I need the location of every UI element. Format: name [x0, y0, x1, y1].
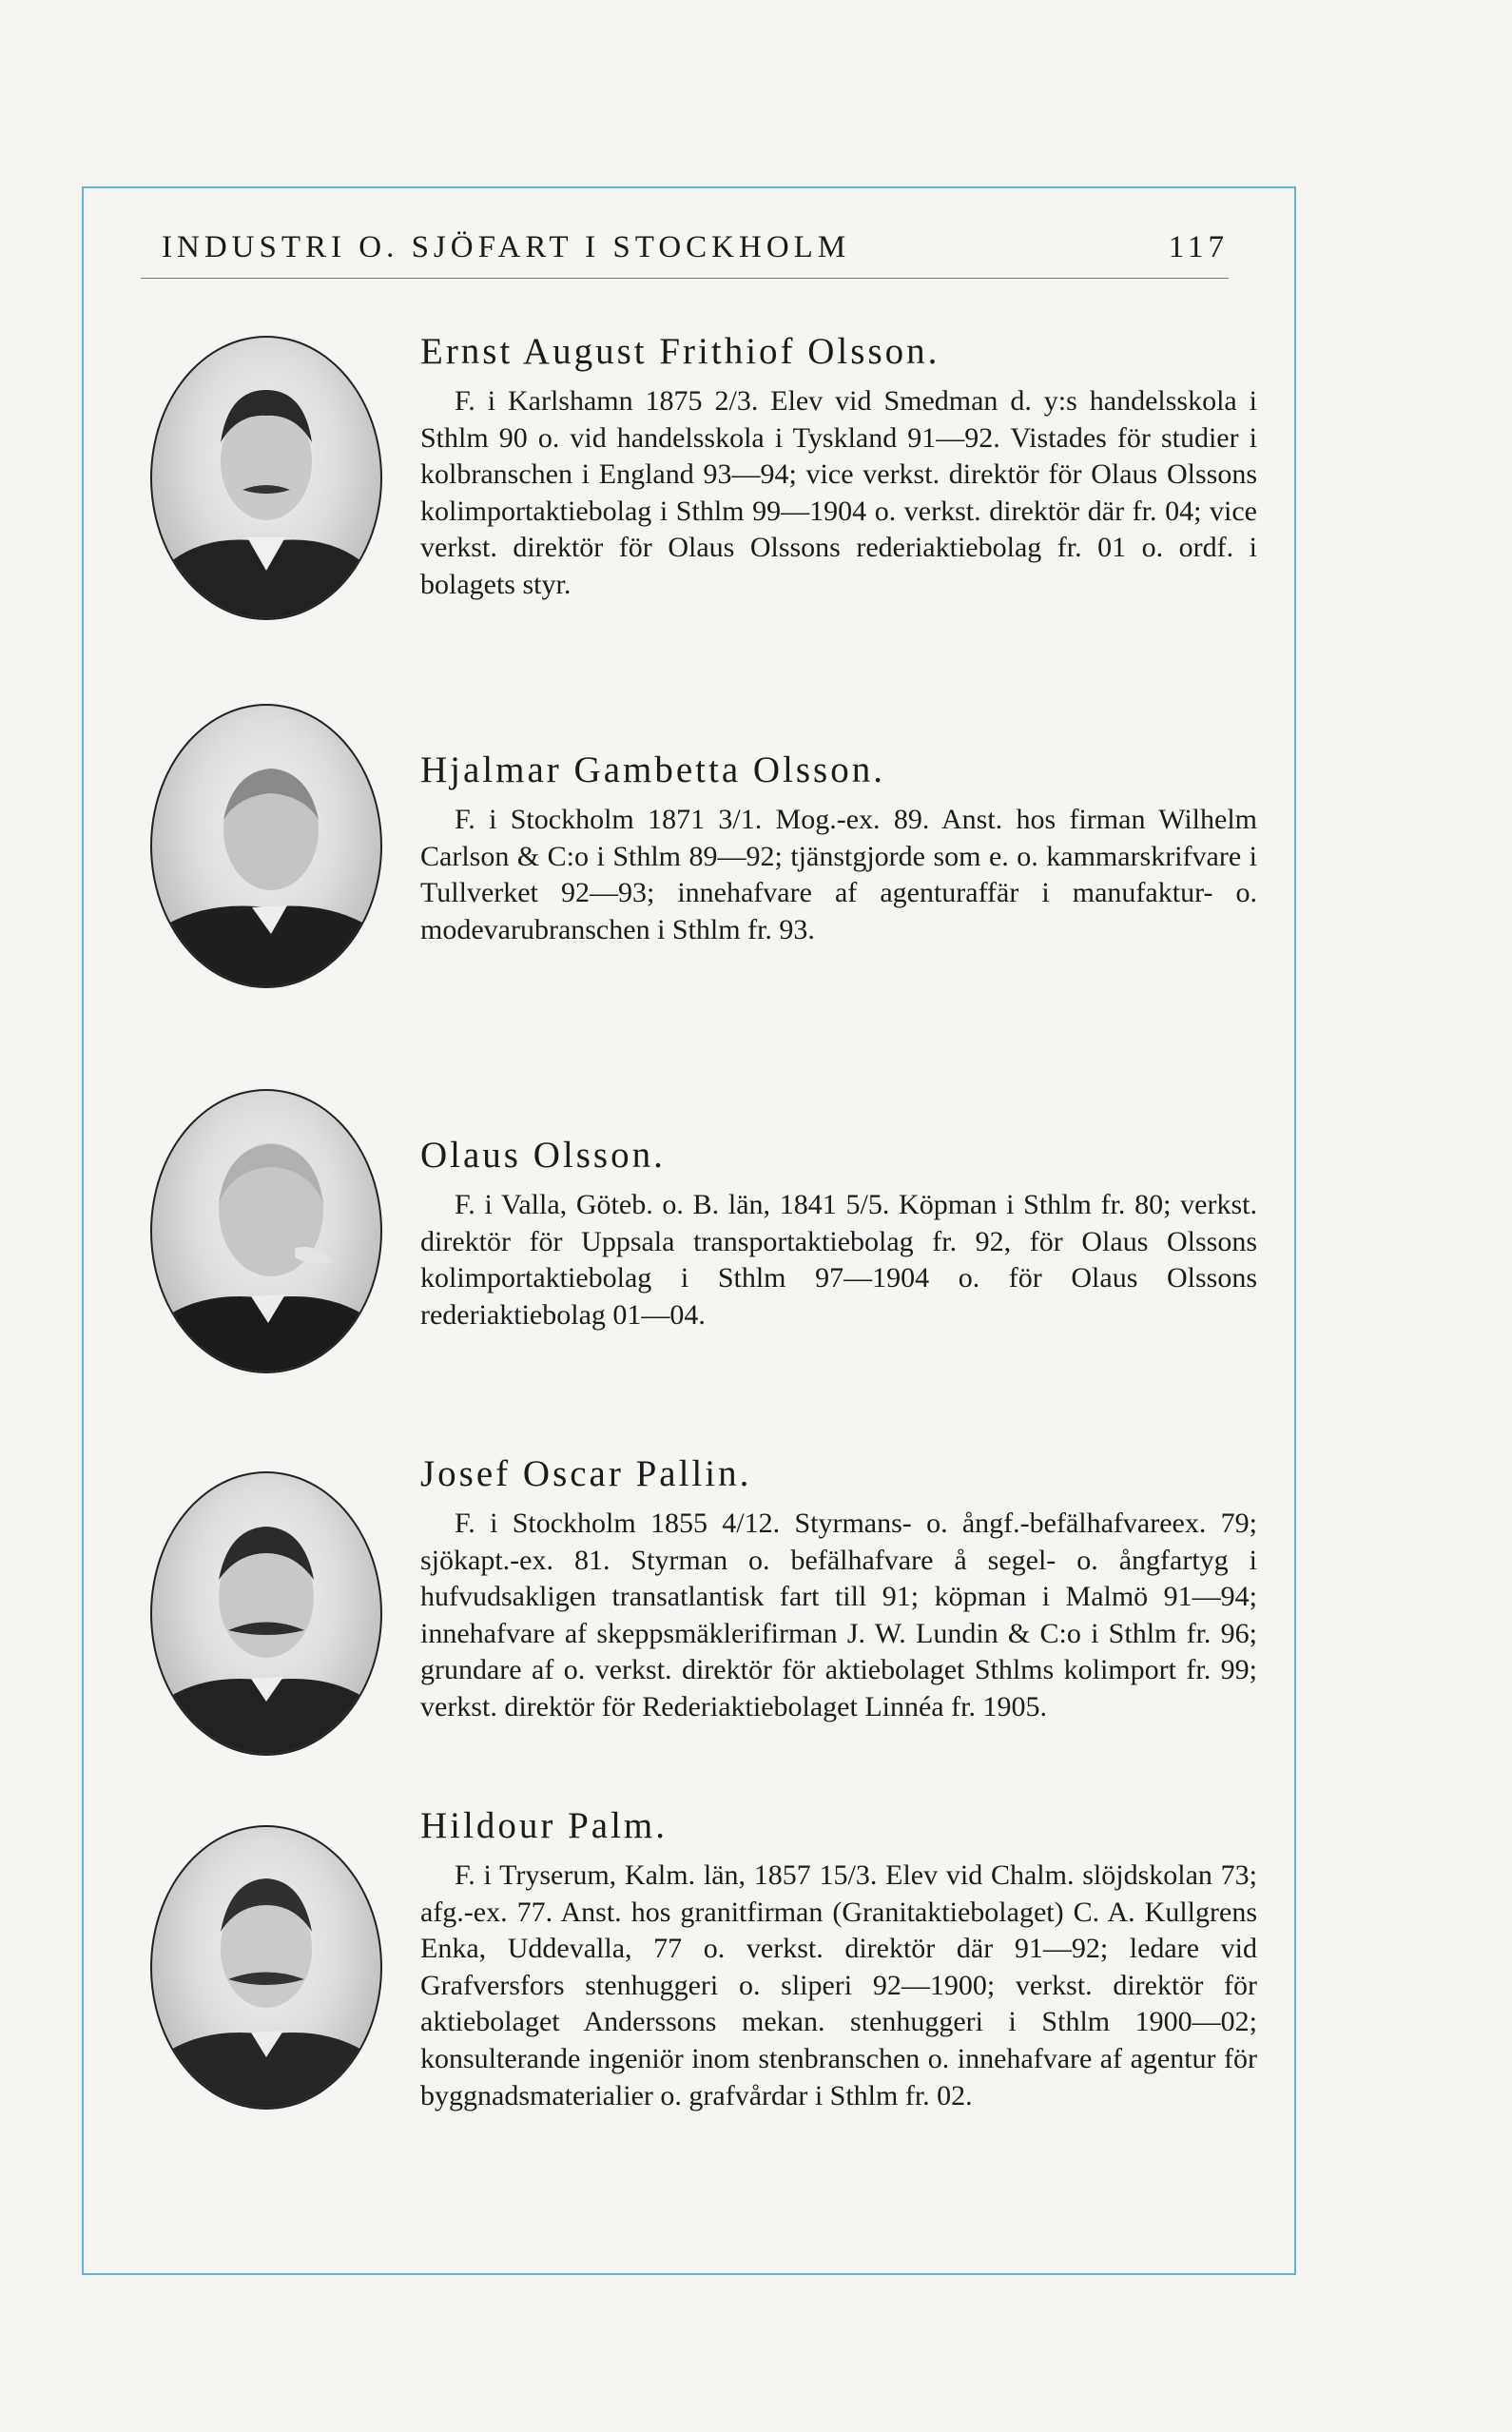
running-title: INDUSTRI O. SJÖFART I STOCKHOLM: [162, 230, 851, 264]
page-number: 117: [1168, 230, 1229, 264]
biography-text: F. i Tryserum, Kalm. län, 1857 15/3. Elev vid Chalm. slöjdskolan 73; afg.-ex. 77. Anst. hos granitfirman (Granitaktiebolaget) C. A. Kullgrens Enka, Uddevalla, 77 o. verkst. direktör där 91—92; ledare vid Grafversfors stenhuggeri o. sliperi 92—1900; verkst. direktör för aktiebolaget Anderssons mekan. stenhuggeri i Sthlm 1900—02; konsulterande ingeniör inom stenbranschen o. innehafvare af agentur för byggnadsmaterialier o. grafvårdar i Sthlm fr. 02.: [420, 1859, 1257, 2111]
running-header: [162, 230, 1229, 265]
person-name: Josef Oscar Pallin.: [420, 1453, 752, 1494]
person-name: Ernst August Frithiof Olsson.: [420, 331, 940, 372]
person-name: Hjalmar Gambetta Olsson.: [420, 749, 885, 790]
person-name: Hildour Palm.: [420, 1805, 668, 1846]
portrait-photo: [150, 1825, 382, 2110]
biography-text: F. i Karlshamn 1875 2/3. Elev vid Smedman d. y:s handelsskola i Sthlm 90 o. vid handelsskola i Tyskland 91—92. Vistades för studier i kolbranschen i England 93—94; vice verkst. direktör för Olaus Olssons kolimportaktiebolag i Sthlm 99—1904 o. verkst. direktör där fr. 04; vice verkst. direktör för Olaus Olssons rederiaktiebolag fr. 01 o. ordf. i bolagets styr.: [420, 385, 1257, 600]
biography-text: F. i Stockholm 1871 3/1. Mog.-ex. 89. Anst. hos firman Wilhelm Carlson & C:o i Sthlm 89—92; tjänstgjorde som e. o. kammarskrifvare i Tullverket 92—93; innehafvare af agenturaffär i manufaktur- o. modevarubranschen i Sthlm fr. 93.: [420, 804, 1257, 945]
portrait-photo: [150, 1089, 382, 1373]
portrait-photo: [150, 1471, 382, 1756]
portrait-photo: [150, 704, 382, 988]
portrait-photo: [150, 336, 382, 620]
biography-text: F. i Valla, Göteb. o. B. län, 1841 5/5. Köpman i Sthlm fr. 80; verkst. direktör för Uppsala transportaktiebolag fr. 92, för Olaus Olssons kolimportaktiebolag i Sthlm 97—1904 o. för Olaus Olssons rederiaktiebolag 01—04.: [420, 1189, 1257, 1331]
header-rule: [141, 278, 1229, 279]
person-name: Olaus Olsson.: [420, 1135, 666, 1176]
biography-text: F. i Stockholm 1855 4/12. Styrmans- o. ångf.-befälhafvareex. 79; sjökapt.-ex. 81. Styrman o. befälhafvare å segel- o. ångfartyg i hufvudsakligen transatlantisk fart till 91; köpman i Malmö 91—94; innehafvare af skeppsmäklerifirman J. W. Lundin & C:o i Sthlm fr. 96; grundare af o. verkst. direktör för aktiebolaget Sthlms kolimport fr. 99; verkst. direktör för Rederiaktiebolaget Linnéa fr. 1905.: [420, 1508, 1257, 1722]
